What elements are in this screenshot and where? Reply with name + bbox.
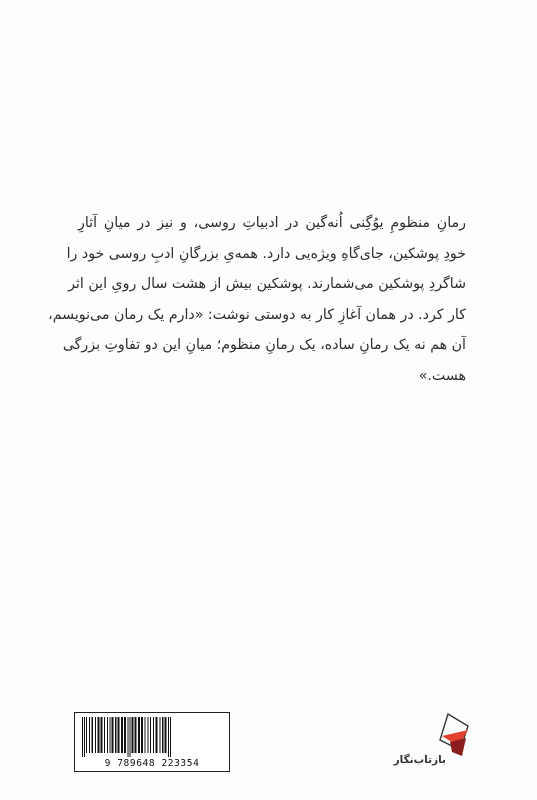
barcode-bar	[150, 717, 151, 753]
barcode-bar	[153, 717, 154, 753]
barcode-bar	[115, 717, 117, 753]
blurb-line: رمانِ منظومِ یوُگِنی اُنه‌گین در ادبیاتِ روسی، و نیز در میانِ آثارِ	[78, 215, 466, 231]
barcode-bar	[124, 717, 126, 753]
barcode-bar	[98, 717, 100, 753]
barcode-bar	[82, 717, 83, 757]
barcode-bar	[92, 717, 94, 753]
barcode-bar	[162, 717, 164, 753]
barcode-bar	[104, 717, 105, 753]
barcode-bar	[156, 717, 158, 753]
barcode-bar	[141, 717, 143, 753]
barcode-bar	[118, 717, 120, 753]
barcode-bar	[132, 717, 134, 753]
publisher-logo	[393, 712, 470, 776]
barcode-bar	[128, 717, 129, 757]
barcode-bar	[160, 717, 161, 753]
barcode-bar	[112, 717, 114, 753]
barcode-bar	[148, 717, 149, 753]
barcode-bar	[84, 717, 85, 757]
blurb-line: آن هم نه یک رمانِ ساده، یک رمانِ منظوم؛ میانِ این دو تفاوتِ بزرگی	[62, 337, 466, 354]
blurb-line: خودِ پوشکین، جای‌گاهِ ویژه‌یی دارد. همه‌یِ بزرگانِ ادبِ روسی خود را	[66, 245, 466, 262]
isbn-digits: 9 789648 223354	[104, 758, 200, 769]
barcode-bar	[130, 717, 131, 757]
publisher-bird-icon	[438, 712, 470, 758]
barcode-bar	[165, 717, 167, 753]
barcode-bar	[138, 717, 140, 753]
barcode-bar	[110, 717, 111, 753]
back-cover-blurb	[48, 208, 466, 392]
barcode-bar	[89, 717, 90, 753]
barcode-bars-icon	[80, 717, 226, 757]
blurb-line: کار کرد. در همان آغازِ کار به دوستی نوشت: «دارم یک رمان می‌نویسم،	[48, 306, 466, 323]
barcode-bar	[135, 717, 137, 753]
barcode-bar	[95, 717, 96, 753]
barcode-bar	[107, 717, 108, 753]
blurb-line: هست.»	[418, 367, 466, 384]
barcode-bar	[145, 717, 146, 753]
barcode-bar	[168, 717, 169, 757]
isbn-barcode	[74, 712, 230, 772]
barcode-bar	[86, 717, 87, 753]
publisher-name: بازتاب‌نگار	[393, 754, 446, 766]
blurb-line: شاگردِ پوشکین می‌شمارند. پوشکین بیش از هشت سال رویِ این اثر	[68, 276, 466, 293]
barcode-bar	[170, 717, 171, 757]
barcode-bar	[101, 717, 103, 753]
barcode-bar	[121, 717, 123, 753]
